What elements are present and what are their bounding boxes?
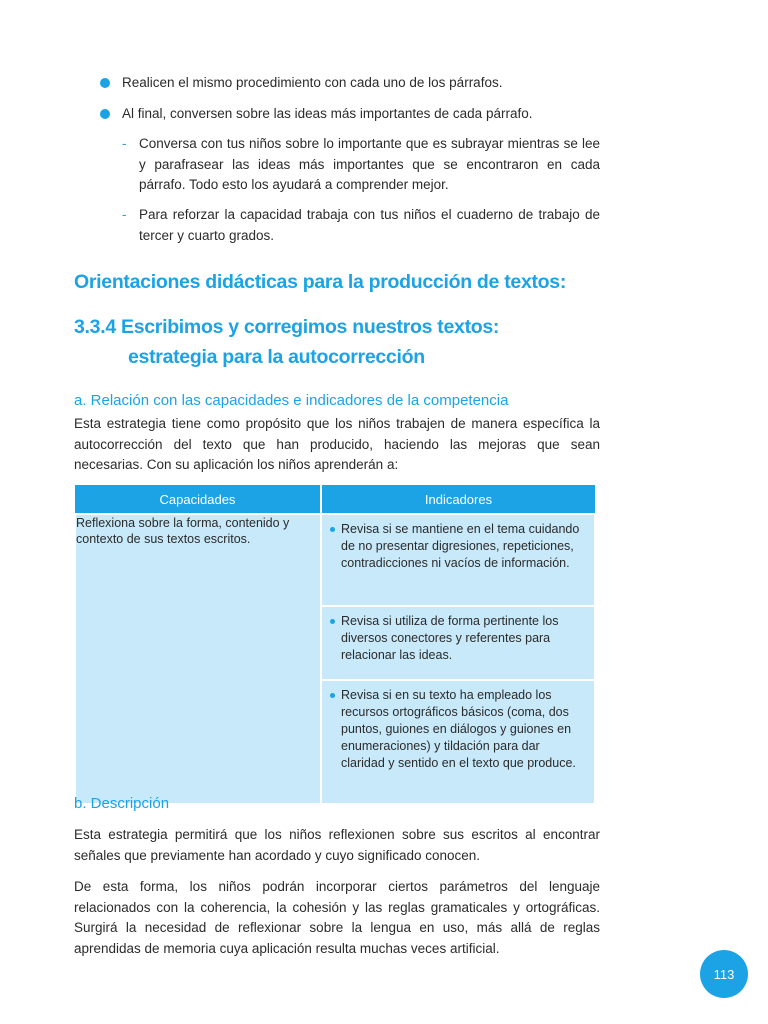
section-title-line2: estrategia para la autocorrección xyxy=(128,346,425,368)
header-capacidades: Capacidades xyxy=(75,485,321,514)
intro-paragraph: Esta estrategia tiene como propósito que los niños trabajen de manera específica la autocorrección del texto que han producido, haciendo las mejoras que sean necesarias. Con su aplicación los niños aprenderán a: xyxy=(74,416,600,472)
bullet-dot-icon xyxy=(100,109,110,119)
indicador-cell xyxy=(321,514,595,606)
indicador-item xyxy=(322,515,594,605)
page-number-badge: 113 xyxy=(700,950,748,998)
subheading-relacion: a. Relación con las capacidades e indicadores de la competencia xyxy=(74,392,509,409)
dash-marker: - xyxy=(122,207,127,222)
indicador-text: Revisa si utiliza de forma pertinente los diversos conectores y referentes para relacionar las ideas. xyxy=(341,614,559,662)
dash-item xyxy=(122,134,600,196)
description-paragraph-2: De esta forma, los niños podrán incorporar ciertos parámetros del lenguaje relacionados con la coherencia, la cohesión y las reglas gramaticales y ortográficas. Surgirá la necesidad de reflexionar sobre la lengua en uso, más allá de reglas aprendidas de memoria cuya aplicación resulta muchas veces artificial. xyxy=(74,879,600,956)
indicador-text: Revisa si se mantiene en el tema cuidando de no presentar digresiones, repeticiones, contradicciones ni vacíos de información. xyxy=(341,522,580,570)
bullet-dot-icon xyxy=(330,693,335,698)
bullet-dot-icon xyxy=(330,619,335,624)
bullet-text: Realicen el mismo procedimiento con cada uno de los párrafos. xyxy=(122,75,503,90)
capacidad-cell: Reflexiona sobre la forma, contenido y contexto de sus textos escritos. xyxy=(75,514,321,804)
section-title-line1: 3.3.4 Escribimos y corregimos nuestros textos: xyxy=(74,316,500,338)
indicador-item xyxy=(322,607,594,679)
dash-text: Para reforzar la capacidad trabaja con tus niños el cuaderno de trabajo de tercer y cuarto grados. xyxy=(139,207,600,243)
bullet-text: Al final, conversen sobre las ideas más importantes de cada párrafo. xyxy=(122,106,533,121)
orientaciones-heading: Orientaciones didácticas para la producción de textos: xyxy=(74,271,567,293)
description-paragraph-1: Esta estrategia permitirá que los niños reflexionen sobre sus escritos al encontrar señales que previamente han acordado y cuyo significado conocen. xyxy=(74,827,600,863)
subheading-descripcion: b. Descripción xyxy=(74,795,170,812)
header-indicadores: Indicadores xyxy=(321,485,595,514)
bullet-dot-icon xyxy=(330,527,335,532)
bullet-dot-icon xyxy=(100,78,110,88)
table-header-row xyxy=(75,485,595,514)
dash-item xyxy=(122,205,600,246)
indicador-cell xyxy=(321,680,595,804)
indicador-cell xyxy=(321,606,595,680)
competencia-table xyxy=(74,485,596,805)
indicador-item xyxy=(322,681,594,803)
dash-text: Conversa con tus niños sobre lo importante que es subrayar mientras se lee y parafrasear las ideas más importantes que se encontraron en cada párrafo. Todo esto los ayudará a comprender mejor. xyxy=(139,136,600,192)
indicador-text: Revisa si en su texto ha empleado los recursos ortográficos básicos (coma, dos puntos, guiones en diálogos y guiones en enumeraciones) y tildación para dar claridad y sentido en el texto que produce. xyxy=(341,688,576,770)
table-row xyxy=(75,514,595,606)
dash-marker: - xyxy=(122,136,127,151)
